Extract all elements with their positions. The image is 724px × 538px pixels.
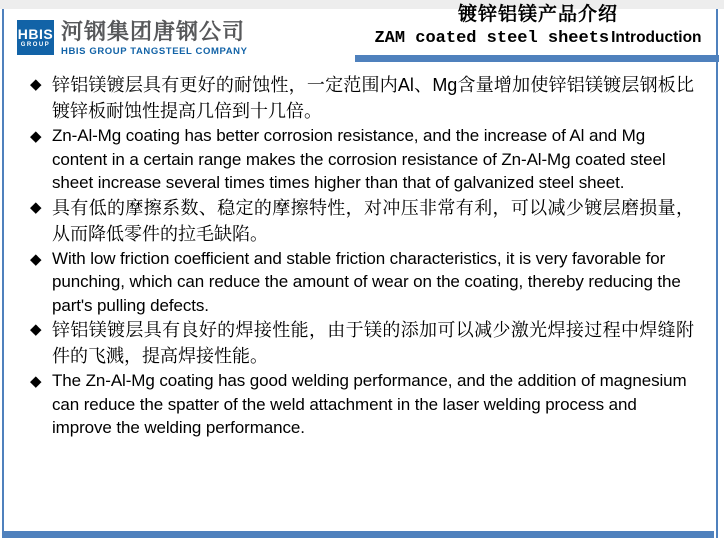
bullet-item-friction-en bbox=[30, 247, 694, 318]
logo-hbis-text: HBIS bbox=[17, 25, 54, 42]
diamond-bullet-icon: ◆ bbox=[30, 128, 42, 145]
company-name-english: HBIS GROUP TANGSTEEL COMPANY bbox=[61, 46, 248, 57]
hbis-logo-icon bbox=[17, 20, 54, 55]
slide-title-chinese: 镀锌铝镁产品介绍 bbox=[457, 4, 618, 25]
bullet-text: 锌铝镁镀层具有更好的耐蚀性，一定范围内Al、Mg含量增加使锌铝镁镀层钢板比镀锌板耐蚀性提高几倍到十几倍。 bbox=[52, 75, 694, 121]
diamond-bullet-icon: ◆ bbox=[30, 76, 42, 93]
bullet-item-corrosion-zh bbox=[30, 72, 694, 124]
slide-title-english bbox=[360, 27, 716, 50]
bullet-text: 具有低的摩擦系数、稳定的摩擦特性，对冲压非常有利，可以减少镀层磨损量，从而降低零件的拉毛缺陷。 bbox=[52, 197, 694, 244]
slide-title-english-mono: ZAM coated steel sheets bbox=[374, 29, 610, 48]
slide-title bbox=[360, 3, 716, 50]
diamond-bullet-icon: ◆ bbox=[30, 198, 42, 216]
bullet-item-corrosion-en bbox=[30, 124, 694, 195]
bullet-item-welding-zh bbox=[30, 317, 694, 369]
diamond-bullet-icon: ◆ bbox=[30, 373, 42, 390]
bullet-text: 锌铝镁镀层具有良好的焊接性能，由于镁的添加可以减少激光焊接过程中焊缝附件的飞溅，提高焊接性能。 bbox=[52, 320, 694, 366]
header-divider-bar bbox=[355, 55, 719, 62]
company-name-chinese: 河钢集团唐钢公司 bbox=[61, 19, 246, 44]
bullet-text: With low friction coefficient and stable friction characteristics, it is very favorable for punching, which can reduce the amount of wear on the coating, thereby reducing the part's pulling defects. bbox=[52, 248, 681, 315]
bullet-list bbox=[30, 72, 694, 440]
logo-group-text: GROUP bbox=[20, 41, 51, 48]
hbis-logo bbox=[17, 20, 248, 58]
left-border-line bbox=[2, 9, 4, 538]
bullet-item-friction-zh bbox=[30, 195, 694, 247]
logo-company-names bbox=[61, 20, 248, 58]
bottom-bar bbox=[2, 531, 714, 538]
slide-title-english-bold: Introduction bbox=[611, 29, 702, 46]
bullet-item-welding-en bbox=[30, 369, 694, 440]
diamond-bullet-icon: ◆ bbox=[30, 321, 42, 338]
bullet-text: Zn-Al-Mg coating has better corrosion resistance, and the increase of Al and Mg content in a certain range makes the corrosion resistance of Zn-Al-Mg coated steel sheet increase several times times higher than that of galvanized steel sheet. bbox=[52, 126, 666, 192]
bullet-text: The Zn-Al-Mg coating has good welding performance, and the addition of magnesium can reduce the spatter of the weld attachment in the laser welding process and improve the welding performance. bbox=[52, 371, 687, 437]
right-border-line bbox=[716, 9, 718, 538]
diamond-bullet-icon: ◆ bbox=[30, 250, 42, 268]
